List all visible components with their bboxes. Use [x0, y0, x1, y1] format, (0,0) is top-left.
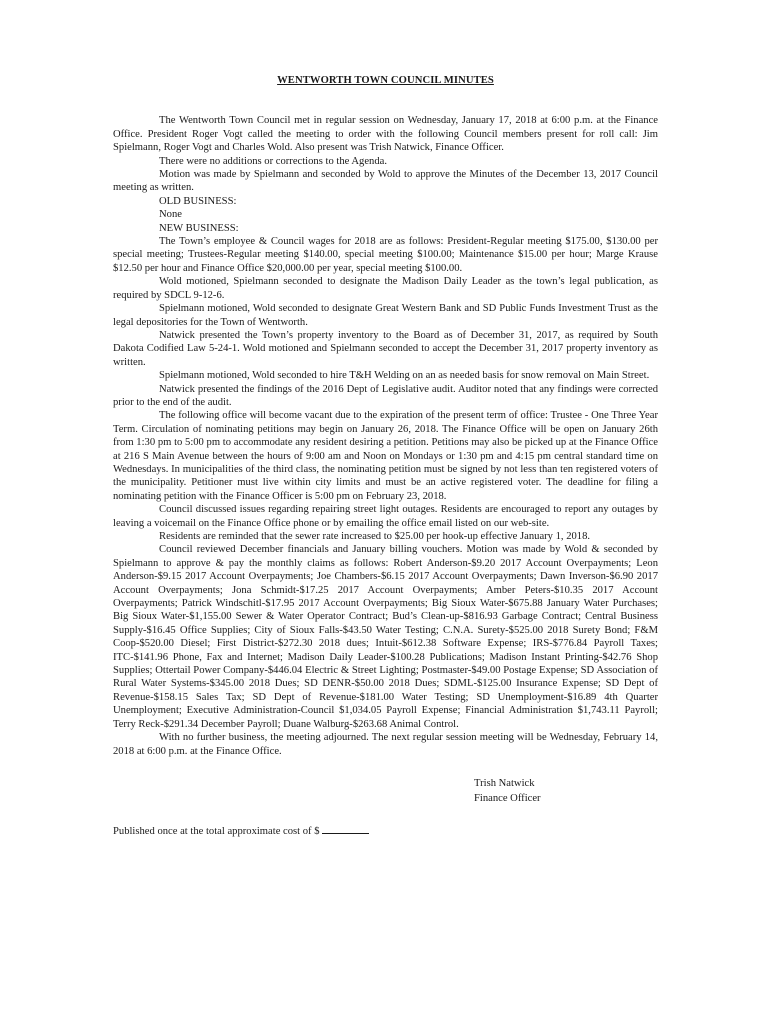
- paragraph-legal-publication: Wold motioned, Spielmann seconded to designate the Madison Daily Leader as the town’s legal publication, as required by SDCL 9-12-6.: [113, 276, 658, 301]
- paragraph-old-business-none: None: [159, 209, 182, 221]
- paragraph-property-inventory: Natwick presented the Town’s property inventory to the Board as of December 31, 2017, as required by South Dakota Codified Law 5-24-1. Wold motioned and Spielmann seconded to accept the December 31, 2017 property inventory as written.: [113, 329, 658, 368]
- paragraph-minutes-approval: Motion was made by Spielmann and seconded by Wold to approve the Minutes of the December 13, 2017 Council meeting as written.: [113, 169, 658, 194]
- paragraph-opening: The Wentworth Town Council met in regular session on Wednesday, January 17, 2018 at 6:00 p.m. at the Finance Office. President Roger Vogt called the meeting to order with the following Council members present for roll call: Jim Spielmann, Roger Vogt and Charles Wold. Also present was Trish Natwick, Finance Officer.: [113, 115, 658, 154]
- paragraph-adjournment: With no further business, the meeting adjourned. The next regular session meeting will be Wednesday, February 14, 2018 at 6:00 p.m. at the Finance Office.: [113, 732, 658, 757]
- document-title: WENTWORTH TOWN COUNCIL MINUTES: [277, 75, 494, 86]
- paragraph-vacancy-notice: The following office will become vacant due to the expiration of the present term of office: Trustee - One Three Year Term. Circulation of nominating petitions may begin on January 26, 2018. The Finance Office will be open on January 26th from 1:30 pm to 5:00 pm to accommodate any resident desiring a petition. Petitions may also be picked up at the Finance Office at 216 S Main Avenue between the hours of 9:00 am and Noon on Mondays or 1:30 pm and 4:15 pm central standard time on Wednesdays. In municipalities of the third class, the nominating petition must be signed by not less than ten registered voters of the municipality. Petitioner must live within city limits and must be an active registered voter. The deadline for filing a nominating petition with the Finance Officer is 5:00 pm on February 23, 2018.: [113, 410, 658, 502]
- heading-new-business: NEW BUSINESS:: [159, 222, 239, 234]
- minutes-document: [113, 74, 658, 838]
- paragraph-wages: The Town’s employee & Council wages for 2018 are as follows: President-Regular meeting $175.00, $130.00 per special meeting; Trustees-Regular meeting $140.00, special meeting $100.00; Maintenance $15.00 per hour; Marge Krause $12.50 per hour and Finance Office $20,000.00 per year, special meeting $100.00.: [113, 236, 658, 274]
- paragraph-agenda: There were no additions or corrections to the Agenda.: [159, 155, 387, 167]
- signature-name: Trish Natwick: [474, 777, 535, 789]
- cost-blank-line: [322, 824, 369, 834]
- heading-old-business: OLD BUSINESS:: [159, 195, 237, 207]
- paragraph-street-lights: Council discussed issues regarding repairing street light outages. Residents are encouraged to report any outages by leaving a voicemail on the Finance Office phone or by emailing the office email listed on our web-site.: [113, 504, 658, 529]
- paragraph-audit: Natwick presented the findings of the 2016 Dept of Legislative audit. Auditor noted that any findings were corrected prior to the end of the audit.: [113, 383, 658, 408]
- published-cost-text: Published once at the total approximate cost of $: [113, 825, 320, 837]
- paragraph-snow-removal: Spielmann motioned, Wold seconded to hire T&H Welding on an as needed basis for snow removal on Main Street.: [159, 370, 650, 382]
- published-cost-line: [113, 824, 658, 838]
- signature-block: [113, 776, 658, 806]
- paragraph-sewer-rate: Residents are reminded that the sewer rate increased to $25.00 per hook-up effective January 1, 2018.: [159, 531, 591, 542]
- paragraph-claims: Council reviewed December financials and January billing vouchers. Motion was made by Wold & seconded by Spielmann to approve & pay the monthly claims as follows: Robert Anderson-$9.20 2017 Account Overpayments; Leon Anderson-$9.15 2017 Account Overpayments; Joe Chambers-$6.15 2017 Account Overpayments; Dawn Inverson-$6.90 2017 Account Overpayments; Jona Schmidt-$17.25 2017 Account Overpayments; Amber Peters-$10.35 2017 Account Overpayments; Patrick Windschitl-$17.95 2017 Account Overpayments; Big Sioux Water-$675.88 January Water Purchases; Big Sioux Water-$1,155.00 Sewer & Water Operator Contract; Bud’s Clean-up-$816.93 Garbage Contract; Central Business Supply-$16.45 Office Supplies; City of Sioux Falls-$43.50 Water Testing; C.N.A. Surety-$525.00 2018 Surety Bond; F&M Coop-$520.00 Diesel; First District-$272.30 2018 dues; Intuit-$612.38 Software Expense; IRS-$776.84 Payroll Taxes; ITC-$141.96 Phone, Fax and Internet; Madison Daily Leader-$100.28 Publications; Madison Instant Printing-$42.76 Shop Supplies; Ottertail Power Company-$446.04 Electric & Street Lighting; Postmaster-$49.00 Postage Expense; SD Association of Rural Water Systems-$345.00 2018 Dues; SD DENR-$50.00 2018 Dues; SDML-$125.00 Insurance Expense; SD Dept of Revenue-$158.15 Sales Tax; SD Dept of Revenue-$181.00 Water Testing; SD Unemployment-$16.89 4th Quarter Unemployment; Executive Administration-Council $1,034.05 Payroll Expense; Financial Administration $1,743.11 Payroll; Terry Reck-$291.34 December Payroll; Duane Walburg-$263.68 Animal Control.: [113, 544, 658, 730]
- paragraph-depositories: Spielmann motioned, Wold seconded to designate Great Western Bank and SD Public Funds Investment Trust as the legal depositories for the Town of Wentworth.: [113, 303, 658, 328]
- signature-title: Finance Officer: [474, 792, 541, 804]
